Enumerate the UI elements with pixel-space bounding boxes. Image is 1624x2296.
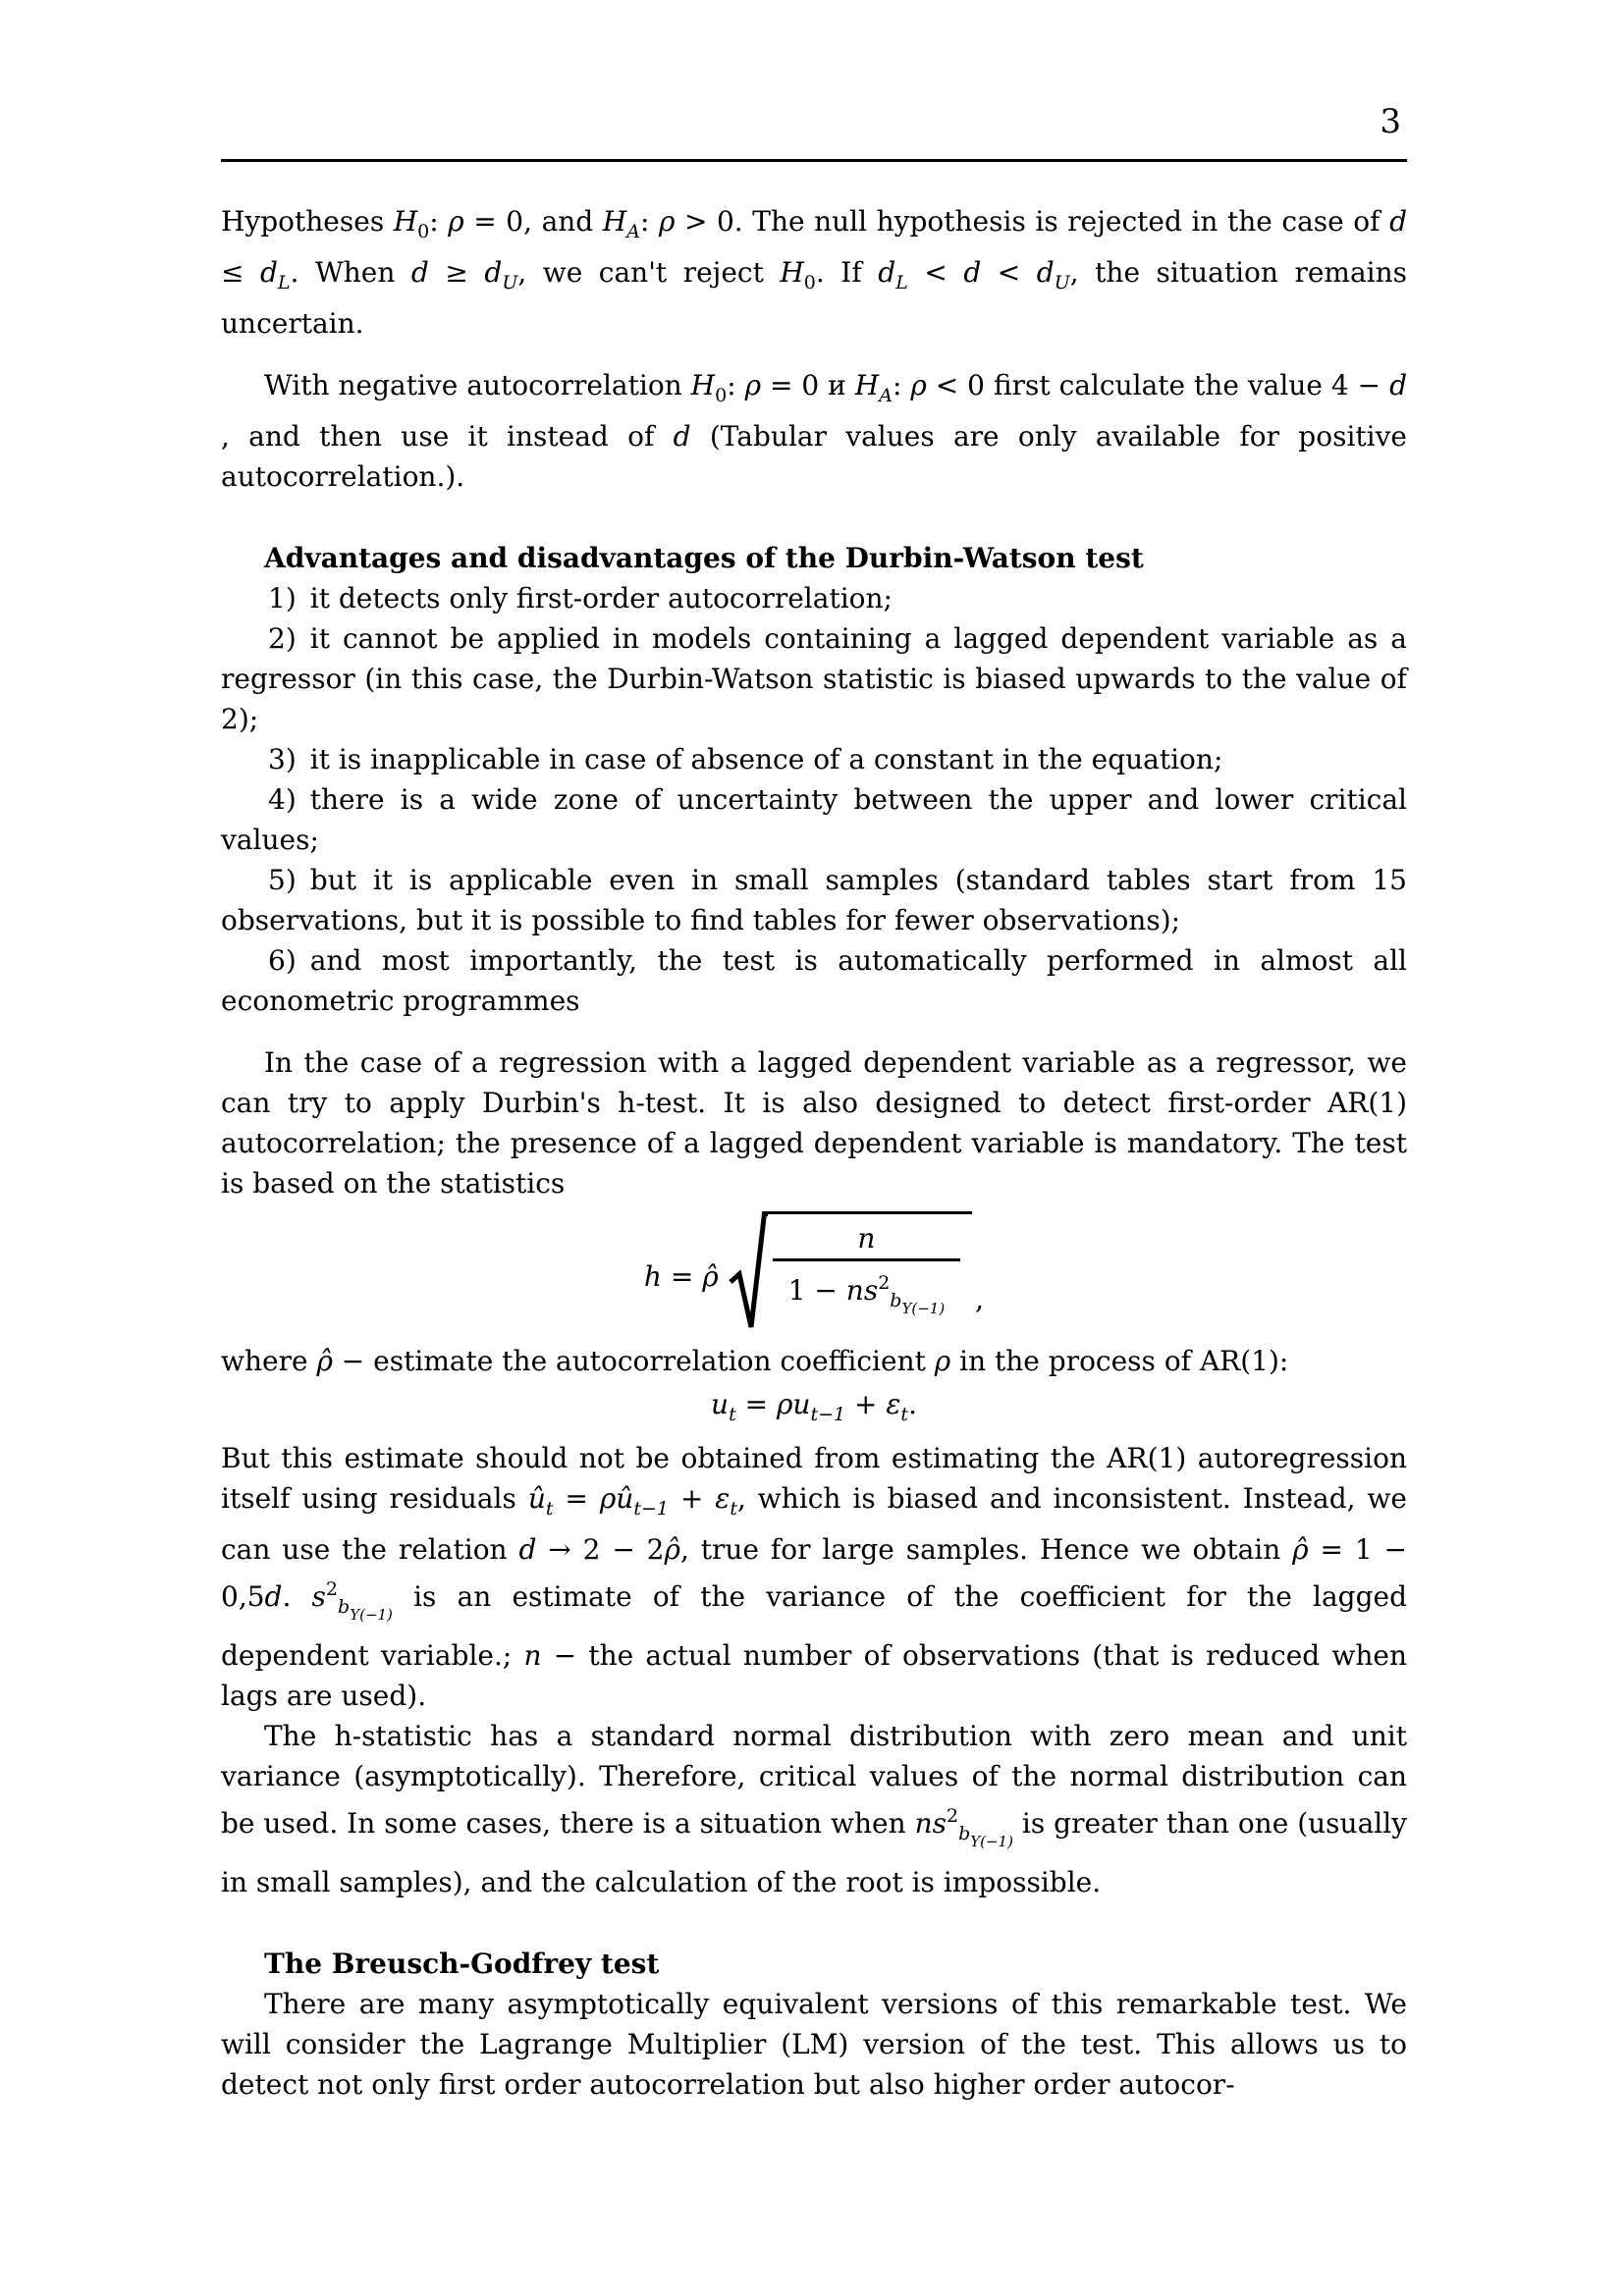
paragraph-negative-autocorrelation: With negative autocorrelation $H_0$: ρ = 0 и $H_A$: ρ < 0 first calculate the value 4 − d , and then use it instead of d (Tabular values are only available for positive autocorrelation.).	[221, 369, 1407, 493]
fraction-denominator: $1 - ns^2_{bY(-1)}$	[773, 1258, 960, 1338]
list-item-5: 5) but it is applicable even in small samples (standard tables start from 15 observations, but it is possible to find tables for fewer observations);	[221, 864, 1407, 936]
paragraph-where-rho: where ρ̂ − estimate the autocorrelation coefficient ρ in the process of AR(1):	[221, 1345, 1289, 1377]
formula-durbin-h	[221, 1211, 1407, 1341]
paragraph-h-statistic-distribution: The h-statistic has a standard normal distribution with zero mean and unit variance (asymptotically). Therefore, critical values of the normal distribution can be used. In some cases, there is a situation when $ns^2_{bY(-1)}$ is greater than one (usually in small samples), and the calculation of the root is impossible.	[221, 1720, 1408, 1898]
heading-advantages-disadvantages: Advantages and disadvantages of the Durbin-Watson test	[264, 542, 1144, 574]
header-rule	[221, 159, 1407, 162]
heading-breusch-godfrey: The Breusch-Godfrey test	[264, 1948, 660, 1980]
formula-h-trailing-comma: ,	[975, 1283, 985, 1315]
list-item-1: 1) it detects only first-order autocorrelation;	[268, 582, 893, 614]
paragraph-durbin-h-intro: In the case of a regression with a lagged dependent variable as a regressor, we can try to apply Durbin's h-test. It is also designed to detect first-order AR(1) autocorrelation; the presence of a lagged dependent variable is mandatory. The test is based on the statistics	[221, 1046, 1407, 1200]
list-item-3: 3) it is inapplicable in case of absence of a constant in the equation;	[268, 743, 1223, 775]
square-root	[729, 1211, 972, 1338]
list-item-6: 6) and most importantly, the test is automatically performed in almost all econometric programmes	[221, 944, 1407, 1017]
fraction-numerator: n	[857, 1222, 876, 1255]
paragraph-breusch-godfrey-intro: There are many asymptotically equivalent versions of this remarkable test. We will consider the Lagrange Multiplier (LM) version of the test. This allows us to detect not only first order autocorrelation but also higher order autocor-	[221, 1988, 1407, 2101]
list-item-4: 4) there is a wide zone of uncertainty between the upper and lower critical values;	[221, 783, 1407, 856]
fraction	[773, 1219, 960, 1338]
paragraph-dw-decision-rule: Hypotheses $H_0$: ρ = 0, and $H_A$: ρ > 0. The null hypothesis is rejected in the case of $d \le d_L$. When $d \ge d_U$, we can't reject $H_0$. If $d_L < d < d_U$, the situation remains uncertain.	[221, 205, 1408, 340]
radical-sign-icon	[729, 1211, 768, 1333]
text-column	[221, 0, 1407, 2105]
paragraph-estimate-relation: But this estimate should not be obtained from estimating the AR(1) autoregression itself using residuals $û_t$ = $\rho û_{t-1} + \varepsilon_t$, which is biased and inconsistent. Instead, we can use the relation d → 2 − 2ρ̂, true for large samples. Hence we obtain ρ̂ = 1 − 0,5d. $s^2_{bY(-1)}$ is an estimate of the variance of the coefficient for the lagged dependent variable.; n − the actual number of observations (that is reduced when lags are used).	[221, 1442, 1408, 1712]
formula-h-lhs: h = ρ̂	[643, 1259, 719, 1293]
formula-ar1-process: $u_t = \rho u_{t-1} + \varepsilon_t$.	[711, 1388, 917, 1425]
radicand	[765, 1211, 972, 1338]
page-number: 3	[1380, 102, 1401, 141]
list-item-2: 2) it cannot be applied in models containing a lagged dependent variable as a regressor (in this case, the Durbin-Watson statistic is biased upwards to the value of 2);	[221, 622, 1407, 735]
